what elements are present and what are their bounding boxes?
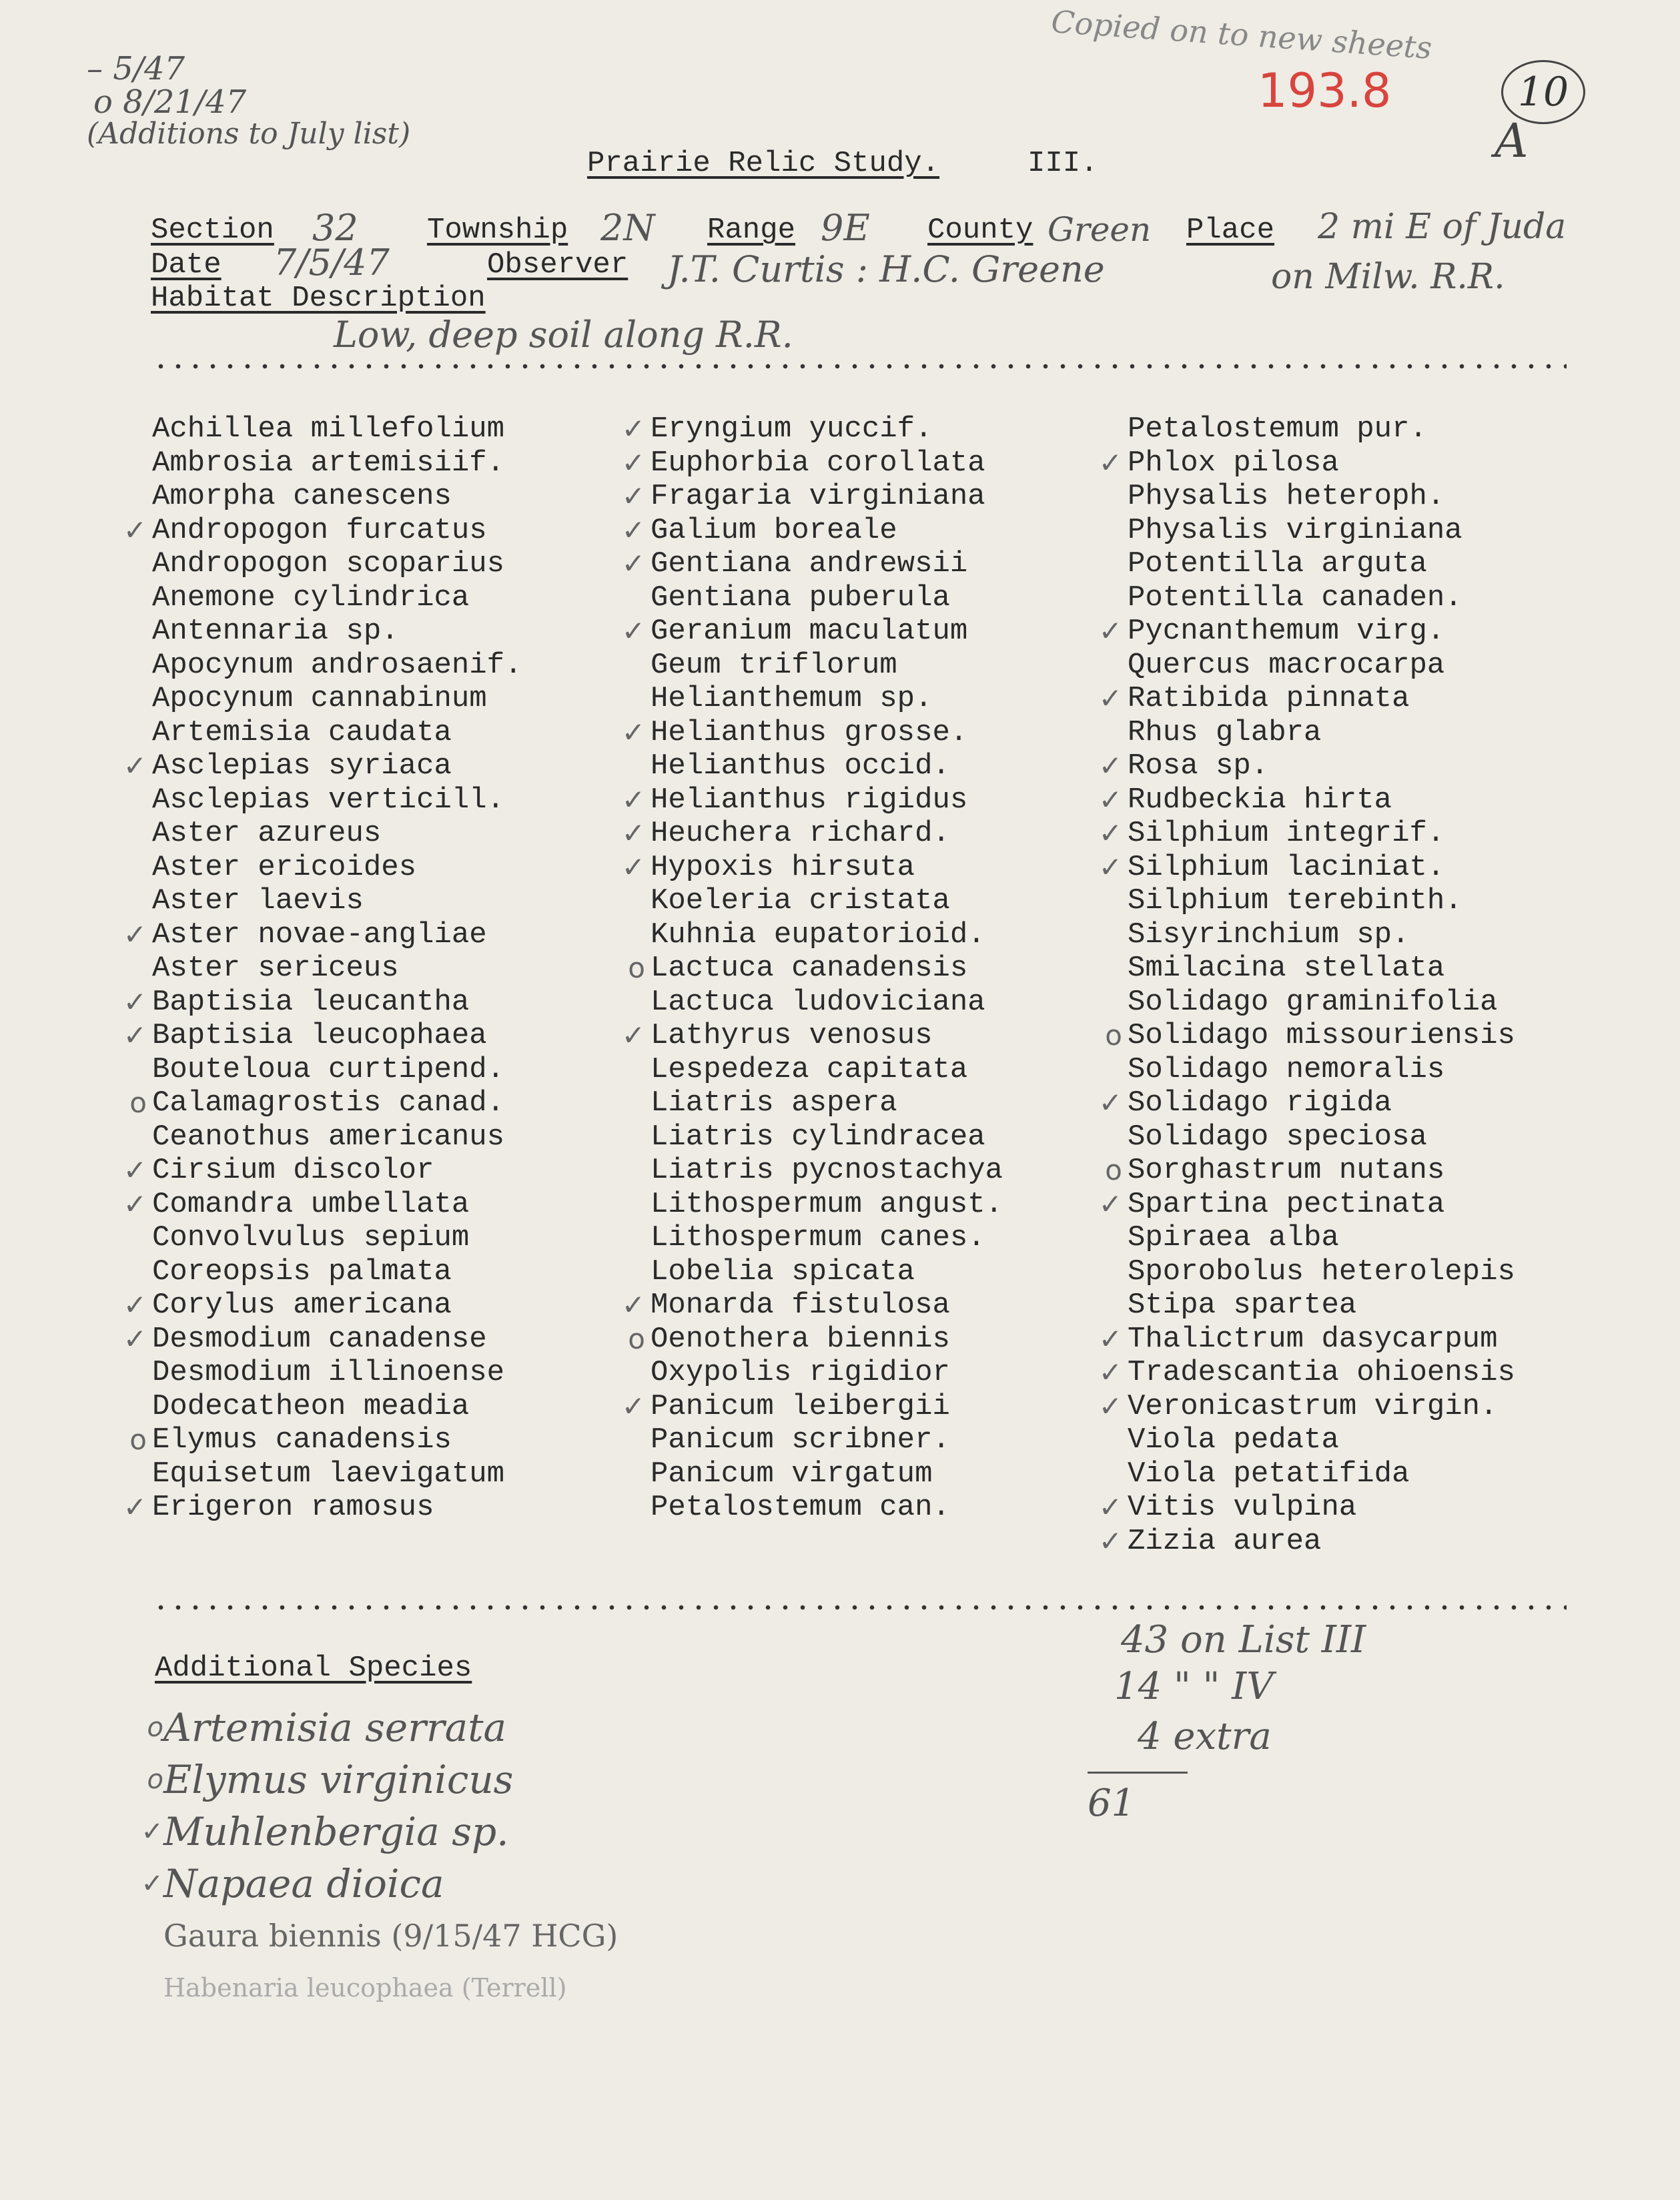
species-name: Aster laevis: [152, 884, 364, 918]
species-row: [621, 850, 1003, 885]
species-row: [1098, 749, 1515, 783]
species-name: Sorghastrum nutans: [1128, 1154, 1445, 1187]
species-name: Liatris cylindracea: [651, 1120, 985, 1154]
species-row: [123, 918, 522, 952]
species-row: [651, 1086, 1003, 1120]
species-row: [123, 985, 522, 1020]
date-value: 7/5/47: [274, 242, 390, 284]
range-label: Range: [707, 214, 796, 247]
species-name: Potentilla arguta: [1128, 547, 1427, 581]
red-number: 193.8: [1258, 63, 1392, 118]
species-name: Rhus glabra: [1128, 715, 1322, 749]
corner-note-3: (Additions to July list): [87, 117, 411, 151]
species-row: [1128, 581, 1515, 615]
species-name: Panicum leibergii: [651, 1389, 950, 1423]
species-name: Antennaria sp.: [152, 615, 399, 648]
species-name: Solidago rigida: [1128, 1086, 1392, 1120]
species-name: Helianthus grosse.: [651, 715, 968, 749]
species-row: [1098, 1389, 1515, 1424]
circled-number: 10: [1501, 60, 1585, 124]
species-name: Petalostemum pur.: [1128, 412, 1427, 446]
species-name: Desmodium canadense: [152, 1322, 487, 1356]
check-mark-icon: ✓: [1098, 1389, 1122, 1423]
species-row: [123, 1322, 522, 1357]
species-name: Geranium maculatum: [651, 615, 968, 648]
species-row: [152, 649, 522, 683]
species-name: Liatris pycnostachya: [651, 1154, 1003, 1187]
species-name: Pycnanthemum virg.: [1128, 615, 1445, 648]
species-name: Kuhnia eupatorioid.: [651, 918, 985, 952]
date-label: Date: [151, 248, 222, 282]
species-row: [1098, 1086, 1515, 1120]
check-mark-icon: ✓: [123, 1154, 147, 1186]
check-mark-icon: ✓: [123, 513, 147, 546]
species-row: [1128, 884, 1515, 918]
species-name: Anemone cylindrica: [152, 581, 470, 615]
species-row: [1128, 716, 1515, 750]
additional-species-name: Habenaria leucophaea (Terrell): [163, 1973, 567, 2002]
species-name: Vitis vulpina: [1128, 1491, 1357, 1524]
species-name: Apocynum cannabinum: [152, 682, 487, 715]
species-name: Zizia aurea: [1128, 1524, 1322, 1558]
check-mark-icon: ✓: [621, 1289, 645, 1321]
species-name: Convolvulus sepium: [152, 1221, 470, 1254]
place-value-2: on Milw. R.R.: [1271, 257, 1505, 297]
species-row: [152, 1390, 522, 1424]
species-row: [152, 1255, 522, 1289]
species-row: [651, 649, 1003, 683]
check-mark-icon: ✓: [123, 1187, 147, 1220]
circle-mark-icon: o: [147, 1764, 163, 1795]
additional-species-item: [141, 1806, 618, 1858]
species-name: Oenothera biennis: [651, 1322, 950, 1356]
species-row: [628, 952, 1003, 986]
county-label: County: [927, 214, 1033, 247]
species-name: Helianthus occid.: [651, 749, 950, 783]
check-mark-icon: ✓: [1098, 749, 1122, 782]
species-row: [1098, 446, 1515, 480]
page-title-list: III.: [1027, 147, 1098, 180]
check-mark-icon: ✓: [1098, 446, 1122, 479]
species-name: Panicum virgatum: [651, 1457, 933, 1491]
species-name: Erigeron ramosus: [152, 1491, 434, 1524]
species-row: [1098, 783, 1515, 817]
species-name: Koeleria cristata: [651, 884, 950, 918]
check-mark-icon: ✓: [123, 1289, 147, 1321]
species-name: Apocynum androsaenif.: [152, 648, 522, 682]
species-name: Solidago speciosa: [1128, 1120, 1427, 1154]
species-row: [1128, 1221, 1515, 1255]
species-name: Physalis heteroph.: [1128, 480, 1445, 513]
check-mark-icon: ✓: [621, 1389, 645, 1423]
species-row: [651, 1188, 1003, 1222]
species-row: [152, 952, 522, 986]
species-name: Lespedeza capitata: [651, 1052, 968, 1086]
species-column-3: [1098, 412, 1515, 1558]
additional-species-name: Muhlenbergia sp.: [163, 1809, 509, 1854]
species-column-1: [123, 412, 522, 1525]
species-row: [651, 749, 1003, 783]
species-name: Oxypolis rigidior: [651, 1356, 950, 1389]
species-row: [152, 581, 522, 615]
page-title: Prairie Relic Study.: [587, 147, 940, 180]
species-row: [152, 884, 522, 918]
species-name: Aster novae-angliae: [152, 918, 487, 952]
species-name: Rosa sp.: [1128, 749, 1269, 783]
species-name: Heuchera richard.: [651, 817, 950, 850]
tally-line-2: 14 " " IV: [1114, 1665, 1274, 1708]
check-mark-icon: ✓: [1098, 1086, 1122, 1119]
species-name: Phlox pilosa: [1128, 446, 1339, 480]
species-name: Lathyrus venosus: [651, 1019, 933, 1052]
township-value: 2N: [600, 207, 655, 249]
check-mark-icon: ✓: [141, 1868, 163, 1899]
species-row: [123, 1289, 522, 1323]
check-mark-icon: ✓: [621, 850, 645, 883]
circle-mark-icon: o: [147, 1712, 163, 1743]
check-mark-icon: ✓: [1098, 615, 1122, 647]
corner-note-1: – 5/47: [87, 50, 185, 87]
species-row: [621, 412, 1003, 446]
species-name: Geum triflorum: [651, 648, 897, 682]
species-row: [651, 1120, 1003, 1154]
species-name: Bouteloua curtipend.: [152, 1052, 505, 1086]
species-row: [651, 918, 1003, 952]
check-mark-icon: ✓: [123, 918, 147, 951]
additional-species-item: [147, 1754, 618, 1806]
species-name: Monarda fistulosa: [651, 1289, 950, 1322]
additional-species-list: [141, 1702, 618, 2014]
species-row: [651, 581, 1003, 615]
species-row: [621, 1389, 1003, 1424]
species-name: Lithospermum canes.: [651, 1221, 985, 1254]
species-name: Hypoxis hirsuta: [651, 850, 915, 884]
check-mark-icon: ✓: [1098, 817, 1122, 849]
species-name: Viola petatifida: [1128, 1457, 1410, 1491]
species-row: [1128, 952, 1515, 986]
species-name: Petalostemum can.: [651, 1491, 950, 1524]
species-name: Ratibida pinnata: [1128, 682, 1410, 715]
species-column-2: [621, 412, 1003, 1525]
species-name: Desmodium illinoense: [152, 1356, 505, 1389]
species-row: [152, 446, 522, 480]
check-mark-icon: ✓: [621, 412, 645, 445]
check-mark-icon: ✓: [1098, 682, 1122, 715]
species-row: [1098, 1356, 1515, 1390]
species-name: Artemisia caudata: [152, 715, 452, 749]
check-mark-icon: ✓: [621, 480, 645, 512]
species-row: [621, 783, 1003, 817]
circle-mark-icon: o: [628, 1322, 645, 1355]
species-name: Stipa spartea: [1128, 1289, 1357, 1322]
observer-label: Observer: [487, 248, 628, 282]
additional-species-name: Artemisia serrata: [163, 1705, 507, 1750]
species-row: [1098, 817, 1515, 851]
check-mark-icon: ✓: [621, 446, 645, 479]
letter-a: A: [1495, 113, 1529, 168]
species-row: [152, 412, 522, 446]
species-row: [651, 1255, 1003, 1289]
species-name: Panicum scribner.: [651, 1423, 950, 1457]
species-row: [1128, 649, 1515, 683]
species-name: Amorpha canescens: [152, 480, 452, 513]
species-name: Andropogon furcatus: [152, 513, 487, 547]
check-mark-icon: ✓: [1098, 1524, 1122, 1557]
circle-mark-icon: o: [129, 1086, 147, 1119]
species-row: [123, 1154, 522, 1188]
additional-species-name: Napaea dioica: [163, 1861, 444, 1906]
circle-mark-icon: o: [1105, 1154, 1122, 1186]
copied-note: Copied on to new sheets: [1049, 3, 1433, 66]
species-row: [123, 749, 522, 783]
species-name: Spiraea alba: [1128, 1221, 1339, 1254]
species-name: Ceanothus americanus: [152, 1120, 505, 1154]
species-name: Helianthemum sp.: [651, 682, 933, 715]
species-name: Euphorbia corollata: [651, 446, 985, 480]
species-name: Fragaria virginiana: [651, 480, 985, 513]
species-row: [1128, 480, 1515, 514]
tally-line-1: 43 on List III: [1121, 1618, 1366, 1662]
species-row: [621, 480, 1003, 514]
species-name: Solidago missouriensis: [1128, 1019, 1515, 1052]
check-mark-icon: ✓: [621, 783, 645, 816]
species-row: [123, 1491, 522, 1525]
species-name: Silphium integrif.: [1128, 817, 1445, 850]
species-row: [152, 817, 522, 851]
species-row: [1128, 918, 1515, 952]
species-row: [152, 1457, 522, 1491]
species-row: [1128, 1053, 1515, 1087]
species-name: Achillea millefolium: [152, 412, 505, 446]
species-row: [1098, 1524, 1515, 1559]
species-row: [621, 817, 1003, 851]
check-mark-icon: ✓: [1098, 783, 1122, 816]
species-row: [651, 986, 1003, 1020]
species-name: Aster ericoides: [152, 850, 417, 884]
additional-species-name: Elymus virginicus: [163, 1757, 514, 1802]
species-row: [628, 1322, 1003, 1357]
species-name: Rudbeckia hirta: [1128, 783, 1392, 817]
species-row: [152, 1356, 522, 1390]
species-row: [123, 513, 522, 548]
species-row: [621, 715, 1003, 750]
section-value: 32: [312, 207, 358, 249]
species-row: [651, 1491, 1003, 1525]
species-name: Andropogon scoparius: [152, 547, 505, 581]
species-name: Smilacina stellata: [1128, 952, 1445, 985]
species-row: [1128, 412, 1515, 446]
section-label: Section: [151, 214, 274, 247]
species-name: Baptisia leucantha: [152, 985, 470, 1019]
species-row: [1098, 1187, 1515, 1222]
species-row: [621, 615, 1003, 649]
species-row: [621, 1019, 1003, 1053]
species-row: [651, 1154, 1003, 1188]
divider-top: [152, 364, 1567, 369]
species-name: Asclepias verticill.: [152, 783, 505, 817]
species-row: [152, 716, 522, 750]
species-row: [1098, 1491, 1515, 1525]
species-row: [129, 1086, 522, 1120]
species-name: Lithospermum angust.: [651, 1187, 1003, 1221]
species-name: Liatris aspera: [651, 1086, 897, 1120]
species-name: Quercus macrocarpa: [1128, 648, 1445, 682]
species-row: [1128, 1120, 1515, 1154]
check-mark-icon: ✓: [1098, 1322, 1122, 1355]
species-name: Corylus americana: [152, 1289, 452, 1322]
tally-total: 61: [1088, 1782, 1136, 1825]
species-row: [1128, 1255, 1515, 1289]
species-name: Silphium terebinth.: [1128, 884, 1462, 918]
species-row: [1105, 1019, 1515, 1053]
species-row: [651, 1457, 1003, 1491]
species-row: [1128, 1423, 1515, 1457]
circle-mark-icon: o: [1105, 1019, 1122, 1052]
check-mark-icon: ✓: [1098, 1187, 1122, 1220]
additional-species-item: [147, 1702, 618, 1754]
species-name: Coreopsis palmata: [152, 1254, 452, 1289]
species-row: [621, 446, 1003, 480]
species-row: [152, 851, 522, 885]
check-mark-icon: ✓: [621, 547, 645, 580]
species-name: Cirsium discolor: [152, 1154, 434, 1187]
species-row: [1098, 850, 1515, 885]
species-row: [123, 1187, 522, 1222]
species-row: [152, 1120, 522, 1154]
species-row: [1128, 547, 1515, 581]
county-value: Green: [1047, 210, 1152, 249]
species-name: Solidago nemoralis: [1128, 1052, 1445, 1086]
circle-mark-icon: o: [129, 1423, 147, 1456]
check-mark-icon: ✓: [123, 1322, 147, 1355]
check-mark-icon: ✓: [1098, 1356, 1122, 1389]
species-name: Spartina pectinata: [1128, 1187, 1445, 1221]
divider-bottom: [152, 1605, 1567, 1610]
additional-species-item: [163, 1910, 618, 1962]
species-row: [1128, 1457, 1515, 1491]
species-name: Galium boreale: [651, 513, 897, 547]
species-name: Ambrosia artemisiif.: [152, 446, 505, 480]
check-mark-icon: ✓: [621, 817, 645, 849]
circle-mark-icon: o: [628, 952, 645, 984]
species-row: [152, 615, 522, 649]
check-mark-icon: ✓: [1098, 1491, 1122, 1523]
check-mark-icon: ✓: [621, 1019, 645, 1052]
species-row: [129, 1423, 522, 1457]
check-mark-icon: ✓: [621, 615, 645, 647]
species-row: [152, 682, 522, 716]
species-row: [152, 783, 522, 817]
species-row: [621, 547, 1003, 581]
species-row: [152, 480, 522, 514]
species-name: Gentiana andrewsii: [651, 547, 968, 581]
species-name: Elymus canadensis: [152, 1423, 452, 1457]
check-mark-icon: ✓: [1098, 850, 1122, 883]
species-name: Asclepias syriaca: [152, 749, 452, 783]
species-name: Sisyrinchium sp.: [1128, 918, 1410, 952]
place-label: Place: [1186, 214, 1275, 247]
check-mark-icon: ✓: [123, 1019, 147, 1052]
species-name: Aster sericeus: [152, 952, 399, 985]
check-mark-icon: ✓: [141, 1816, 163, 1847]
species-row: [152, 1221, 522, 1255]
species-row: [651, 682, 1003, 716]
species-name: Thalictrum dasycarpum: [1128, 1322, 1498, 1356]
species-row: [152, 547, 522, 581]
species-name: Eryngium yuccif.: [651, 412, 933, 446]
check-mark-icon: ✓: [621, 715, 645, 749]
check-mark-icon: ✓: [123, 985, 147, 1018]
species-name: Viola pedata: [1128, 1423, 1339, 1457]
species-row: [123, 1019, 522, 1053]
range-value: 9E: [821, 207, 870, 249]
species-name: Lactuca canadensis: [651, 952, 968, 985]
species-name: Veronicastrum virgin.: [1128, 1389, 1498, 1423]
species-name: Potentilla canaden.: [1128, 581, 1462, 615]
species-name: Helianthus rigidus: [651, 783, 968, 817]
additional-species-name: Gaura biennis (9/15/47 HCG): [163, 1918, 618, 1954]
corner-note-2: o 8/21/47: [93, 83, 247, 121]
species-row: [1128, 1289, 1515, 1323]
species-name: Baptisia leucophaea: [152, 1019, 487, 1052]
species-row: [651, 1221, 1003, 1255]
species-name: Gentiana puberula: [651, 581, 950, 615]
tally-rule: [1088, 1772, 1188, 1774]
additional-species-label: Additional Species: [155, 1652, 472, 1685]
species-row: [651, 1423, 1003, 1457]
species-row: [621, 1289, 1003, 1323]
check-mark-icon: ✓: [123, 749, 147, 782]
township-label: Township: [427, 214, 568, 247]
tally-line-3: 4 extra: [1138, 1715, 1272, 1758]
species-row: [651, 1356, 1003, 1390]
species-name: Solidago graminifolia: [1128, 985, 1498, 1019]
species-name: Lactuca ludoviciana: [651, 985, 985, 1019]
species-name: Physalis virginiana: [1128, 513, 1462, 547]
species-row: [1128, 514, 1515, 548]
habitat-label: Habitat Description: [151, 282, 486, 315]
species-row: [1098, 682, 1515, 716]
species-name: Silphium laciniat.: [1128, 850, 1445, 884]
species-row: [152, 1053, 522, 1087]
species-row: [621, 513, 1003, 548]
species-row: [1098, 1322, 1515, 1357]
check-mark-icon: ✓: [621, 513, 645, 546]
species-row: [1128, 986, 1515, 1020]
species-name: Calamagrostis canad.: [152, 1086, 505, 1120]
species-row: [651, 1053, 1003, 1087]
species-name: Comandra umbellata: [152, 1187, 470, 1221]
habitat-value: Low, deep soil along R.R.: [334, 314, 793, 356]
additional-species-item: [163, 1962, 618, 2014]
species-row: [1105, 1154, 1515, 1188]
place-value: 2 mi E of Juda: [1318, 207, 1567, 247]
species-row: [651, 884, 1003, 918]
species-name: Equisetum laevigatum: [152, 1457, 505, 1491]
species-name: Tradescantia ohioensis: [1128, 1356, 1515, 1389]
additional-species-item: [141, 1858, 618, 1910]
check-mark-icon: ✓: [123, 1491, 147, 1523]
species-name: Dodecatheon meadia: [152, 1389, 470, 1423]
observer-value: J.T. Curtis : H.C. Greene: [667, 248, 1105, 290]
species-row: [1098, 615, 1515, 649]
species-name: Aster azureus: [152, 817, 382, 850]
species-name: Sporobolus heterolepis: [1128, 1254, 1515, 1289]
species-name: Lobelia spicata: [651, 1254, 915, 1289]
